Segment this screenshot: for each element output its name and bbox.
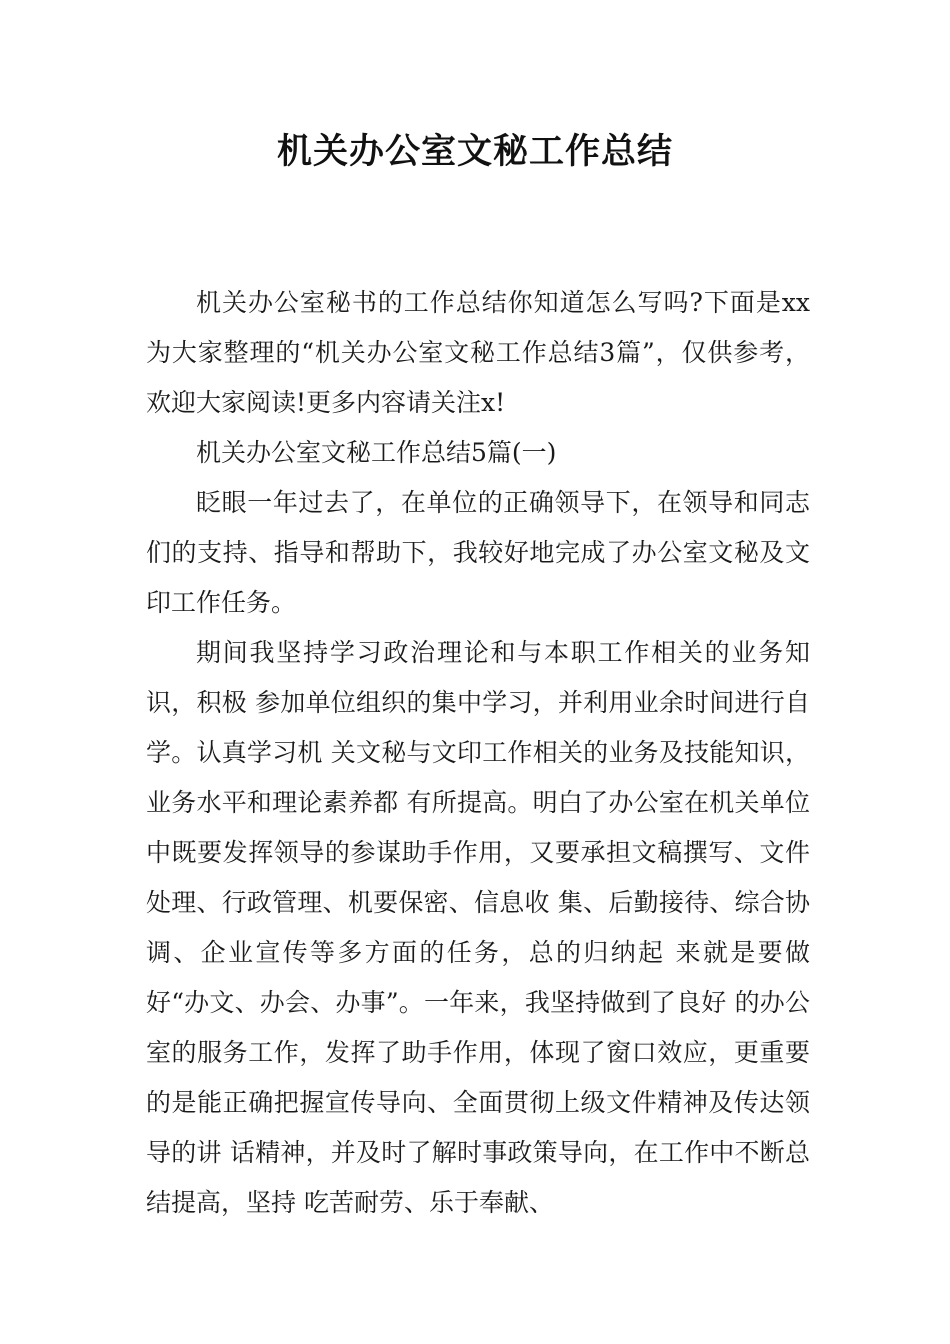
document-title: 机关办公室文秘工作总结 bbox=[276, 132, 673, 172]
document-body bbox=[146, 278, 810, 1228]
intro-paragraph: 机关办公室秘书的工作总结你知道怎么写吗?下面是xx为大家整理的“机关办公室文秘工作总结3篇”，仅供参考，欢迎大家阅读!更多内容请关注x! bbox=[146, 288, 810, 417]
body-paragraph: 期间我坚持学习政治理论和与本职工作相关的业务知识，积极 参加单位组织的集中学习，并利用业余时间进行自学。认真学习机 关文秘与文印工作相关的业务及技能知识，业务水平和理论素养都 有所提高。明白了办公室在机关单位中既要发挥领导的参谋助手作用，又要承担文稿撰写、文件处理、行政管理、机要保密、信息收 集、后勤接待、综合协调、企业宣传等多方面的任务，总的归纳起 来就是要做好“办文、办会、办事”。一年来，我坚持做到了良好 的办公室的服务工作，发挥了助手作用，体现了窗口效应，更重要 的是能正确把握宣传导向、全面贯彻上级文件精神及传达领导的讲 话精神，并及时了解时事政策导向，在工作中不断总结提高，坚持 吃苦耐劳、乐于奉献、 bbox=[146, 638, 810, 1217]
body-paragraph: 眨眼一年过去了，在单位的正确领导下，在领导和同志们的支持、指导和帮助下，我较好地完成了办公室文秘及文印工作任务。 bbox=[146, 488, 810, 617]
section-heading: 机关办公室文秘工作总结5篇(一) bbox=[196, 438, 557, 467]
